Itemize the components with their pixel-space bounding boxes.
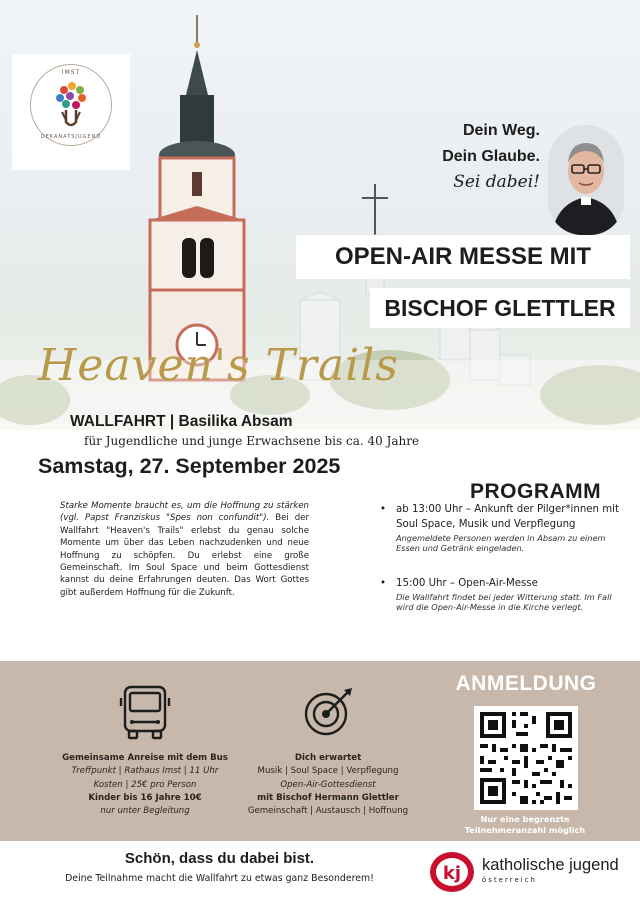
expect-line-4: Gemeinschaft | Austausch | Hoffnung — [247, 806, 409, 817]
closing-headline: Schön, dass du dabei bist. — [124, 850, 315, 867]
closing-subline: Deine Teilnahme macht die Wallfahrt zu etwas ganz Besonderem! — [65, 873, 374, 884]
registration-note: Nur eine begrenzte Teilnehmeranzahl möglich — [464, 814, 586, 835]
katholische-jugend-logo — [428, 850, 628, 894]
kj-logo-icon — [428, 850, 476, 894]
dekanatsjugend-logo — [12, 54, 130, 170]
program-title: PROGRAMM — [470, 480, 602, 503]
brand-name: katholische jugend — [482, 856, 619, 874]
expect-title: Dich erwartet — [294, 753, 362, 763]
bus-icon — [117, 684, 173, 742]
brand-country: österreich — [482, 876, 537, 884]
travel-cost: Kosten | 25€ pro Person — [93, 779, 197, 790]
target-icon — [302, 686, 356, 738]
registration-qr-code[interactable] — [474, 706, 578, 810]
slogan-line-1: Dein Weg. — [462, 122, 540, 139]
program-item-note: Angemeldete Personen werden in Absam zu einem Essen und Getränk eingeladen. — [396, 532, 606, 554]
slogan-line-3: Sei dabei! — [453, 172, 540, 192]
program-item-note: Die Wallfahrt findet bei jeder Witterung statt. Im Fall wird die Open-Air-Messe in die Kirche verlegt. — [396, 591, 612, 613]
event-audience: für Jugendliche und junge Erwachsene bis ca. 40 Jahre — [84, 434, 420, 448]
qr-code-icon — [474, 706, 578, 810]
bishop-portrait — [548, 125, 624, 235]
headline-line-1: OPEN-AIR MESSE MIT — [296, 235, 630, 279]
program-item — [380, 503, 620, 554]
tree-hand-icon — [12, 54, 130, 170]
slogan-line-2: Dein Glaube. — [442, 148, 540, 165]
expect-line-1: Musik | Soul Space | Verpflegung — [257, 766, 399, 777]
expect-line-3: mit Bischof Hermann Glettler — [257, 792, 399, 803]
bishop-portrait-image — [548, 125, 624, 235]
travel-title: Gemeinsame Anreise mit dem Bus — [62, 753, 228, 763]
registration-title: ANMELDUNG — [455, 672, 597, 695]
intro-body: Bei der Wallfahrt "Heaven's Trails" erlebst du genau solche Momente um über das Leben nachzudenken und neue Hoffnung zu schöpfen. Du erlebst eine große Gemeinschaft. Im Soul Space und beim Gottesdienst kannst du deine Erfahrungen deuten. Das Wort Gottes gibt außerdem Hoffnung für die Zukunft. — [60, 513, 309, 598]
intro-quote: Starke Momente braucht es, um die Hoffnung zu stärken (vgl. Papst Franziskus "Spes non confundit"). — [60, 501, 309, 524]
bullet-icon: • — [380, 504, 387, 515]
program-item-text: ab 13:00 Uhr – Ankunft der Pilger*innen mit Soul Space, Musik und Verpflegung — [396, 504, 619, 530]
kj-mark: kj — [442, 863, 462, 884]
closing — [42, 850, 397, 884]
travel-kids: Kinder bis 16 Jahre 10€ — [88, 792, 202, 803]
bullet-icon: • — [380, 578, 387, 589]
expect-line-2: Open-Air-Gottesdienst — [280, 779, 376, 790]
intro-text — [60, 500, 309, 599]
event-subtitle: WALLFAHRT | Basilika Absam — [70, 413, 293, 430]
event-script-title: Heaven's Trails — [38, 340, 399, 391]
travel-meeting: Treffpunkt | Rathaus Imst | 11 Uhr — [71, 766, 219, 777]
program-item — [380, 577, 620, 613]
travel-info — [55, 752, 235, 819]
logo-bottom-text: DEKANATSJUGEND — [40, 134, 102, 140]
event-date: Samstag, 27. September 2025 — [38, 454, 341, 478]
logo-top-text: IMST — [61, 69, 81, 76]
expect-info — [238, 752, 418, 819]
headline-line-2: BISCHOF GLETTLER — [370, 288, 630, 328]
travel-kids-note: nur unter Begleitung — [100, 806, 190, 817]
program-item-text: 15:00 Uhr – Open-Air-Messe — [396, 578, 538, 589]
